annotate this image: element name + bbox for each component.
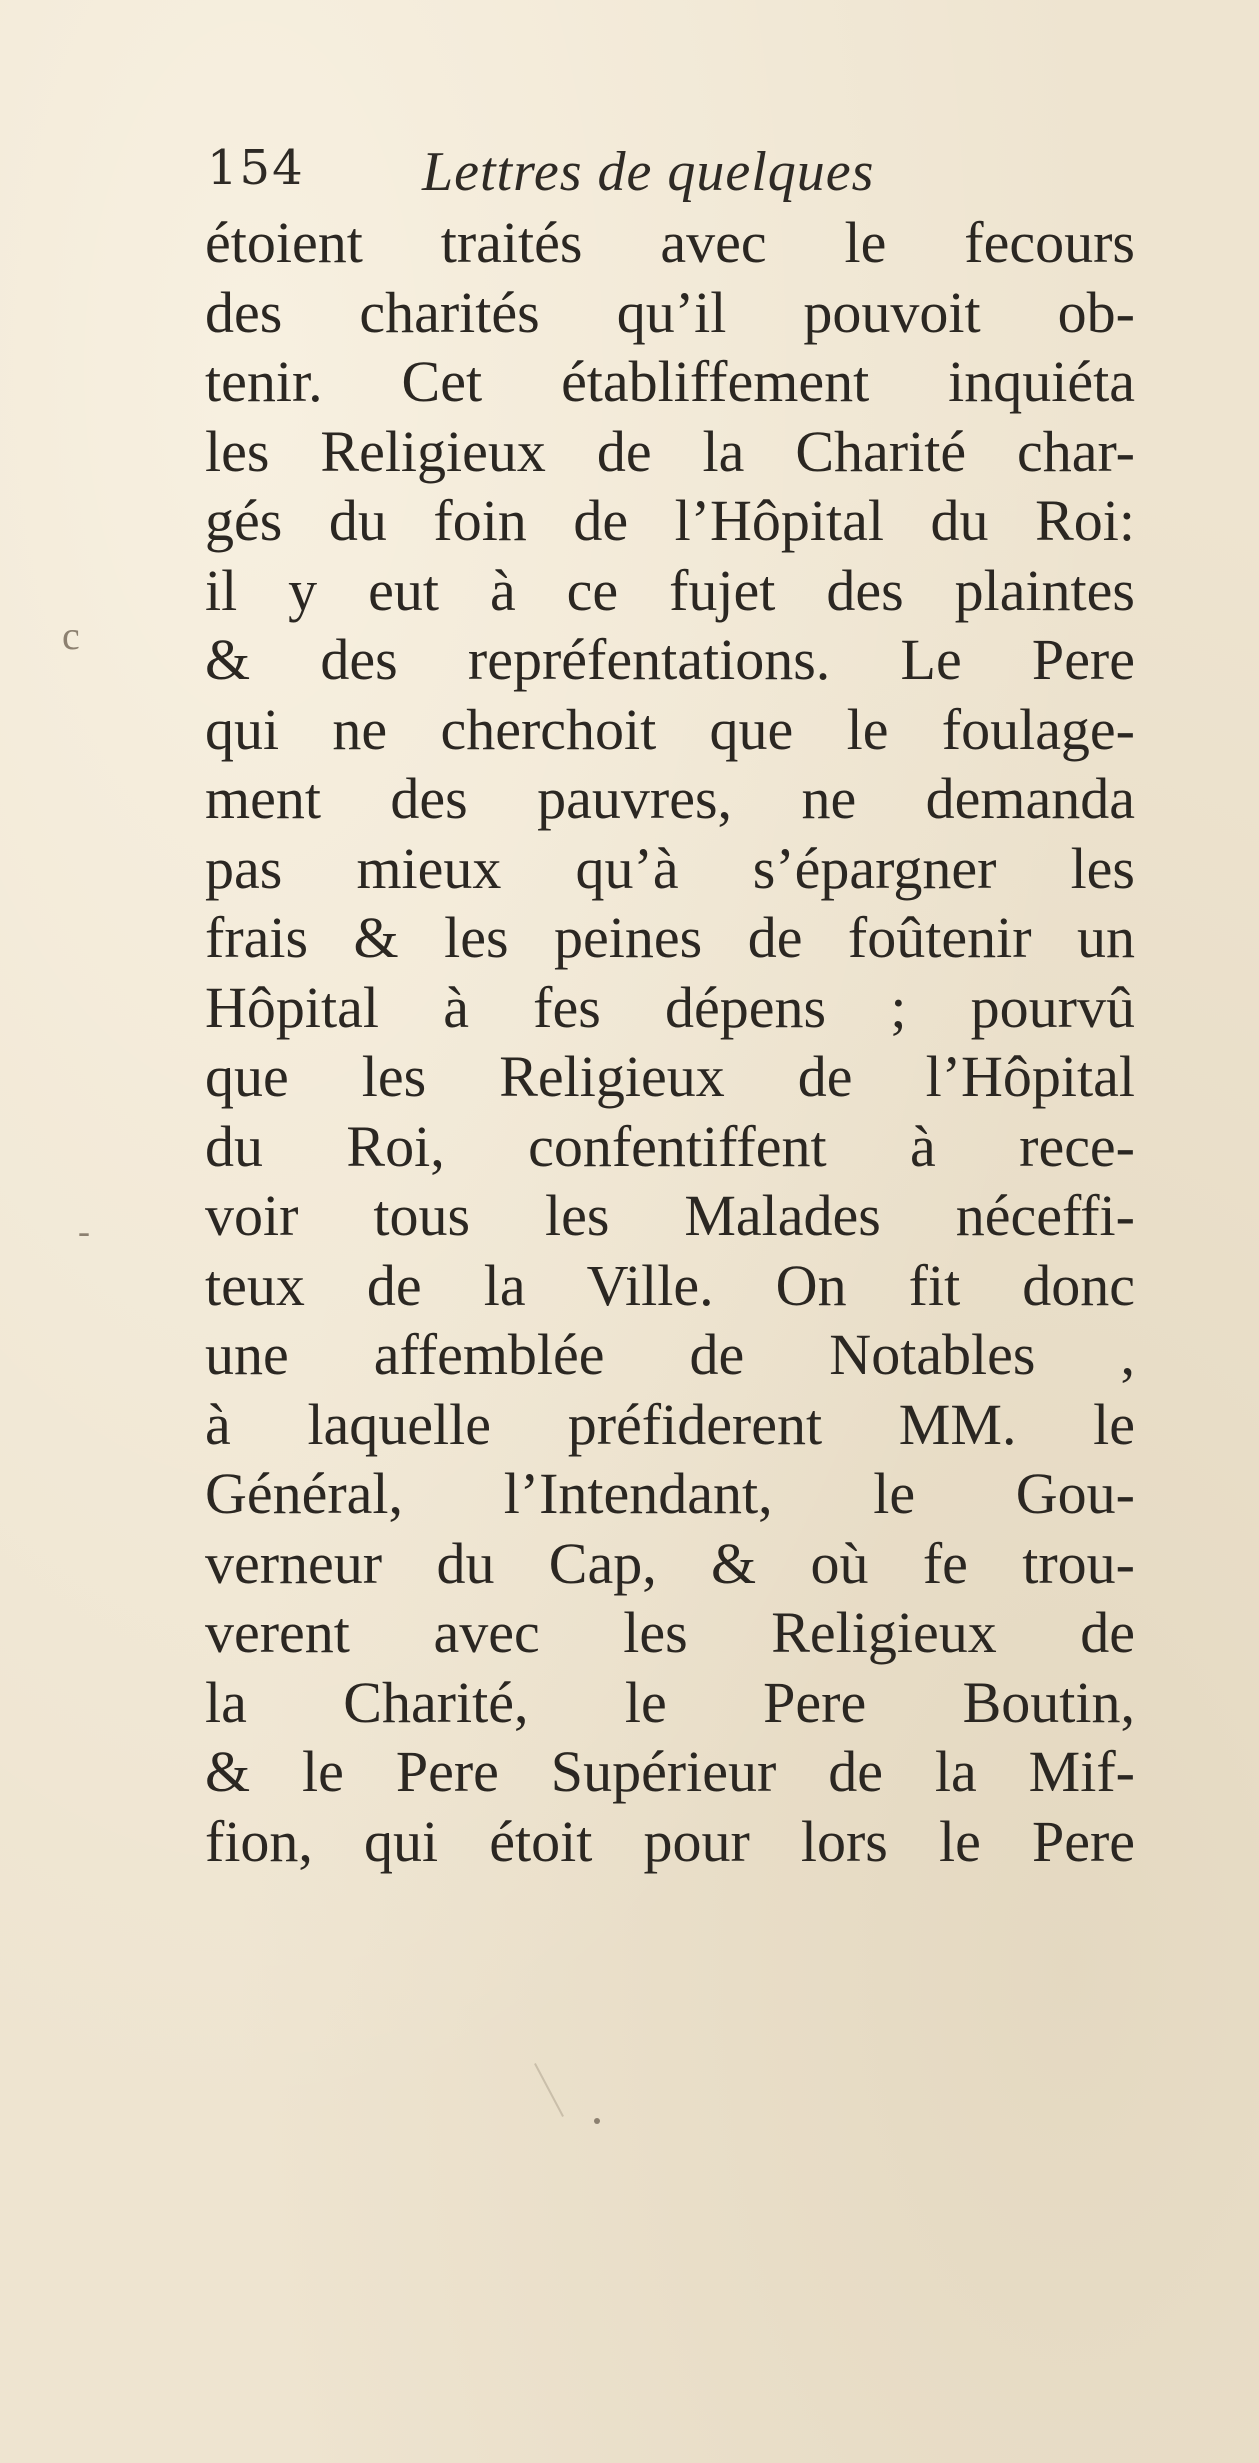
text-line: à laquelle préfiderent MM. le (205, 1391, 1135, 1457)
paper-speck (594, 2118, 600, 2124)
text-line: voir tous les Malades néceffi- (205, 1183, 1135, 1248)
text-line: étoient traités avec le fecours (205, 210, 1135, 275)
page-header (207, 140, 1107, 212)
text-line: gés du foin de l’Hôpital du Roi: (205, 488, 1135, 553)
text-line: du Roi, confentiffent à rece- (205, 1113, 1135, 1179)
text-line: Général, l’Intendant, le Gou- (205, 1461, 1135, 1526)
text-line: frais & les peines de foûtenir un (205, 905, 1135, 970)
text-line: la Charité, le Pere Boutin, (205, 1669, 1135, 1735)
text-line: il y eut à ce fujet des plaintes (205, 557, 1135, 623)
paper-stain (534, 2063, 564, 2117)
text-line: pas mieux qu’à s’épargner les (205, 835, 1135, 901)
text-line: teux de la Ville. On fit donc (205, 1252, 1135, 1318)
text-line: les Religieux de la Charité char- (205, 418, 1135, 484)
running-title: Lettres de quelques (422, 141, 875, 203)
text-line: des charités qu’il pouvoit ob- (205, 279, 1135, 345)
text-line: tenir. Cet établiffement inquiéta (205, 349, 1135, 414)
body-text (205, 208, 1135, 1876)
text-line: que les Religieux de l’Hôpital (205, 1044, 1135, 1109)
text-line: ment des pauvres, ne demanda (205, 766, 1135, 831)
text-line: une affemblée de Notables , (205, 1322, 1135, 1387)
text-line: Hôpital à fes dépens ; pourvû (205, 974, 1135, 1040)
page-number: 154 (207, 140, 305, 196)
margin-mark: - (78, 1211, 90, 1251)
text-line: fion, qui étoit pour lors le Pere (205, 1808, 1135, 1874)
text-line: verent avec les Religieux de (205, 1600, 1135, 1665)
text-line: qui ne cherchoit que le foulage- (205, 696, 1135, 762)
text-line: & des repréfentations. Le Pere (205, 627, 1135, 692)
margin-mark: c (62, 613, 80, 658)
text-line: verneur du Cap, & où fe trou- (205, 1530, 1135, 1596)
text-line: & le Pere Supérieur de la Mif- (205, 1739, 1135, 1804)
